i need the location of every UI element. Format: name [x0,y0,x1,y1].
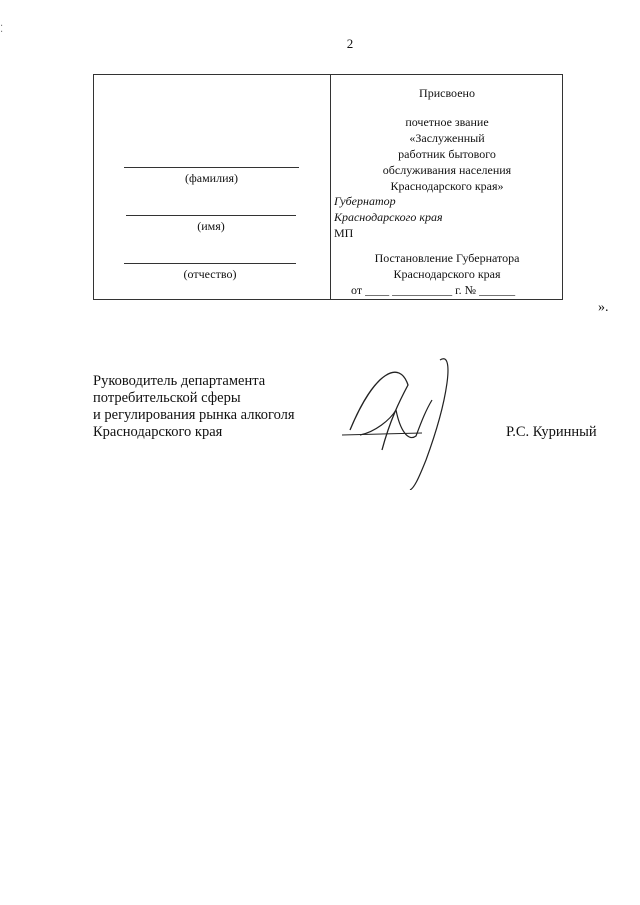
position-line: потребительской сферы [93,390,241,406]
surname-label: (фамилия) [184,171,239,185]
patronymic-line [124,263,296,264]
signer-name: Р.С. Куринный [506,424,597,440]
name-line [126,215,296,216]
position-line: Краснодарского края [93,424,223,440]
decree-date-line: от ____ __________ г. № ______ [351,283,516,297]
governor-line: Губернатор [334,194,396,208]
signatory-position [93,373,295,441]
title-line: «Заслуженный [409,131,485,145]
name-label: (имя) [197,219,225,233]
position-line: Руководитель департамента [93,373,266,389]
page-number: 2 [346,36,354,51]
governor-line: Краснодарского края [334,210,443,224]
title-line: работник бытового [398,147,496,161]
awarded-label: Присвоено [419,86,475,100]
title-line: почетное звание [405,115,489,129]
title-line: Краснодарского края» [390,179,504,193]
award-form-box [93,74,563,300]
stamp-placeholder: МП [334,226,354,240]
position-line: и регулирования рынка алкоголя [93,407,295,423]
governor-title [334,193,443,225]
corner-mark: ⁚ [0,24,4,35]
decree-line: Постановление Губернатора [374,251,520,265]
handwritten-signature [330,340,480,490]
decree-title [331,250,563,282]
patronymic-label: (отчество) [183,267,237,281]
surname-line [124,167,299,168]
decree-line: Краснодарского края [393,267,501,281]
closing-quote: ». [598,300,609,315]
honorary-title [331,114,563,194]
title-line: обслуживания населения [382,163,512,177]
